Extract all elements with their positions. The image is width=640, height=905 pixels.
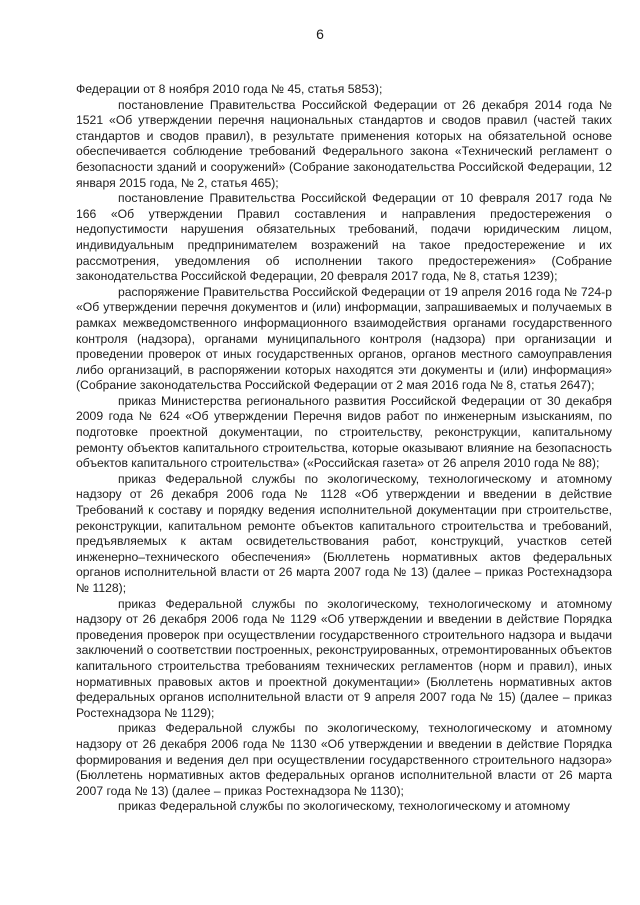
paragraph-prikaz-1129: приказ Федеральной службы по экологическому, технологическому и атомному надзору от 26 декабря 2006 года № 1129 «Об утверждении и введении в действие Порядка проведения проверок при осуществлении государственного строительного надзора и выдачи заключений о соответствии построенных, реконструированных, отремонтированных объектов капитального строительства требованиям технических регламентов (норм и правил), иных нормативных правовых актов и проектной документации» (Бюллетень нормативных актов федеральных органов исполнительной власти от 9 апреля 2007 года № 15) (далее – приказ Ростехнадзора № 1129);	[76, 596, 612, 720]
paragraph-prikaz-1128: приказ Федеральной службы по экологическому, технологическому и атомному надзору от 26 декабря 2006 года № 1128 «Об утверждении и введении в действие Требований к составу и порядку ведения исполнительной документации при строительстве, реконструкции, капитальном ремонте объектов капитального строительства и требований, предъявляемых к актам освидетельствования работ, конструкций, участков сетей инженерно–технического обеспечения» (Бюллетень нормативных актов федеральных органов исполнительной власти от 26 марта 2007 года № 13) (далее – приказ Ростехнадзора № 1128);	[76, 471, 612, 595]
page-number: 6	[316, 26, 324, 42]
paragraph-postanovlenie-166: постановление Правительства Российской Федерации от 10 февраля 2017 года № 166 «Об утверждении Правил составления и направления предостережения о недопустимости нарушения обязательных требований, подачи юридическим лицом, индивидуальным предпринимателем возражений на такое предостережение и их рассмотрения, уведомления об исполнении такого предостережения» (Собрание законодательства Российской Федерации, 20 февраля 2017 года, № 8, статья 1239);	[76, 191, 612, 284]
paragraph-prikaz-1130: приказ Федеральной службы по экологическому, технологическому и атомному надзору от 26 декабря 2006 года № 1130 «Об утверждении и введении в действие Порядка формирования и ведения дел при осуществлении государственного строительного надзора» (Бюллетень нормативных актов федеральных органов исполнительной власти от 26 марта 2007 года № 13) (далее – приказ Ростехнадзора № 1130);	[76, 721, 612, 798]
paragraph-prikaz-next: приказ Федеральной службы по экологическому, технологическому и атомному	[118, 799, 570, 814]
paragraph-postanovlenie-1521: постановление Правительства Российской Федерации от 26 декабря 2014 года № 1521 «Об утверждении перечня национальных стандартов и сводов правил (частей таких стандартов и сводов правил), в результате применения которых на обязательной основе обеспечивается соблюдение требований Федерального закона «Технический регламент о безопасности зданий и сооружений» (Собрание законодательства Российской Федерации, 12 января 2015 года, № 2, статья 465);	[76, 97, 612, 190]
paragraph-continuation: Федерации от 8 ноября 2010 года № 45, статья 5853);	[76, 82, 383, 96]
paragraph-rasporyazhenie-724r: распоряжение Правительства Российской Федерации от 19 апреля 2016 года № 724-р «Об утверждении перечня документов и (или) информации, запрашиваемых и получаемых в рамках межведомственного информационного взаимодействия органами государственного контроля (надзора), органами муниципального контроля (надзора) при организации и проведении проверок от иных государственных органов, органов местного самоуправления либо организаций, в распоряжении которых находятся эти документы и (или) информация» (Собрание законодательства Российской Федерации от 2 мая 2016 года № 8, статья 2647);	[76, 284, 612, 393]
paragraph-prikaz-minregion-624: приказ Министерства регионального развития Российской Федерации от 30 декабря 2009 года № 624 «Об утверждении Перечня видов работ по инженерным изысканиям, по подготовке проектной документации, по строительству, реконструкции, капитальному ремонту объектов капитального строительства, которые оказывают влияние на безопасность объектов капитального строительства» («Российская газета» от 26 апреля 2010 года № 88);	[76, 393, 612, 471]
document-body	[76, 82, 612, 815]
